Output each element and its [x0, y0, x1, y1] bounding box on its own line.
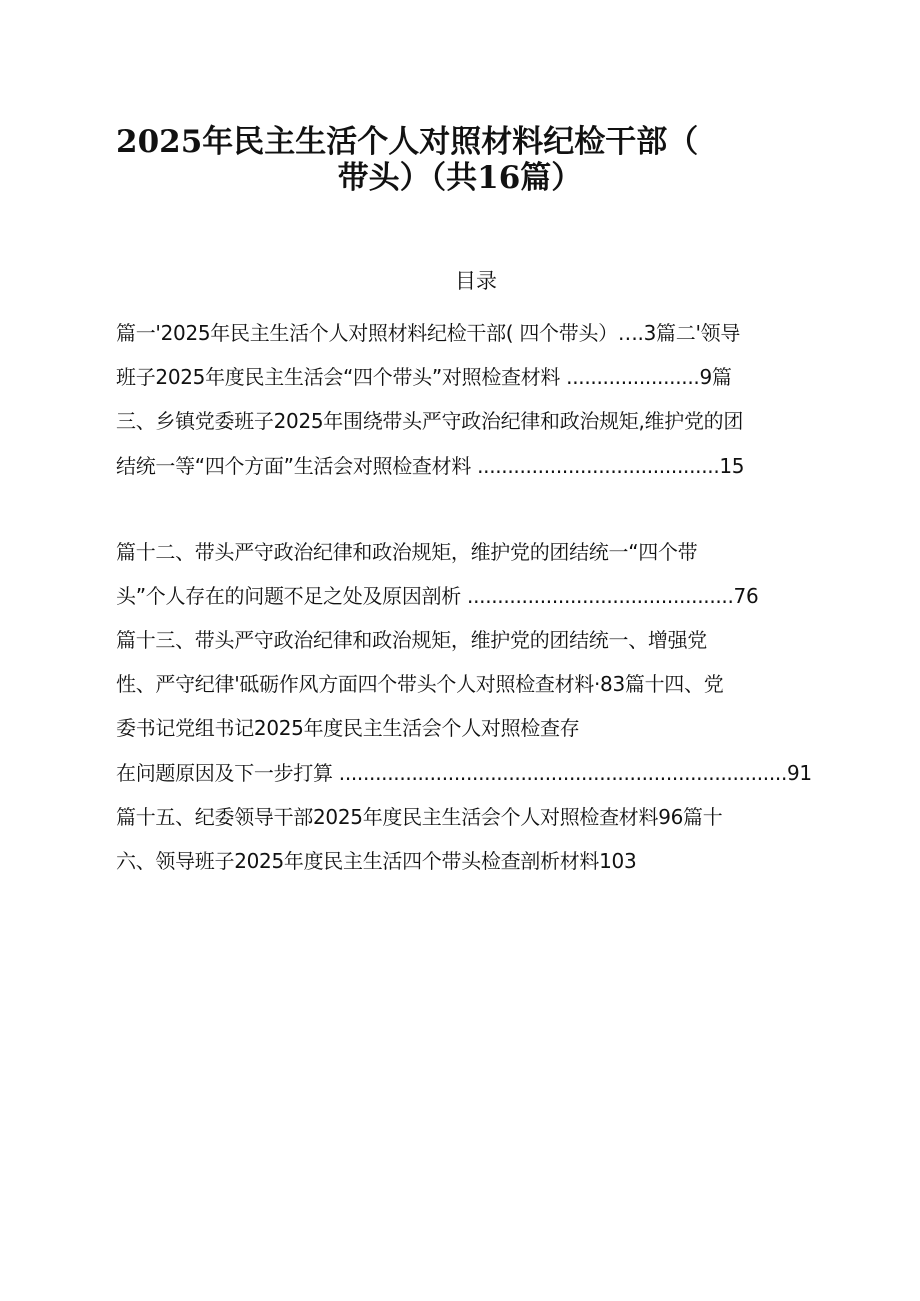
toc-line: 三、乡镇党委班子2025年围绕带头严守政治纪律和政治规矩,维护党的团 [116, 409, 744, 433]
toc-line: 性、严守纪律'砥砺作风方面四个带头个人对照检查材料·83篇十四、党 [116, 672, 724, 696]
toc-line: 篇十五、纪委领导干部2025年度民主生活会个人对照检查材料96篇十 [116, 805, 723, 829]
toc-heading: 目录 [455, 269, 497, 293]
toc-line: 篇十二、带头严守政治纪律和政治规矩，维护党的团结统一“四个带 [116, 540, 698, 564]
toc-line: 头”个人存在的问题不足之处及原因剖析 ............................................76 [116, 584, 759, 608]
toc-line: 篇十三、带头严守政治纪律和政治规矩，维护党的团结统一、增强党 [116, 628, 707, 652]
toc-line: 篇一'2025年民主生活个人对照材料纪检干部( 四个带头）….3篇二'领导 [116, 321, 741, 345]
document-title-line-2: 带头）（共16篇） [337, 160, 583, 196]
toc-line: 委书记党组书记2025年度民主生活会个人对照检查存 [116, 716, 580, 740]
toc-line: 结统一等“四个方面”生活会对照检查材料 ........................................15 [116, 454, 745, 478]
document-title-line-1: 2025年民主生活个人对照材料纪检干部（ [116, 124, 699, 160]
toc-line: 六、领导班子2025年度民主生活四个带头检查剖析材料103 [116, 849, 637, 873]
toc-line: 班子2025年度民主生活会“四个带头”对照检查材料 ......................9篇 [116, 365, 732, 389]
toc-line: 在问题原因及下一步打算 ..........................................................................91 [116, 761, 812, 785]
